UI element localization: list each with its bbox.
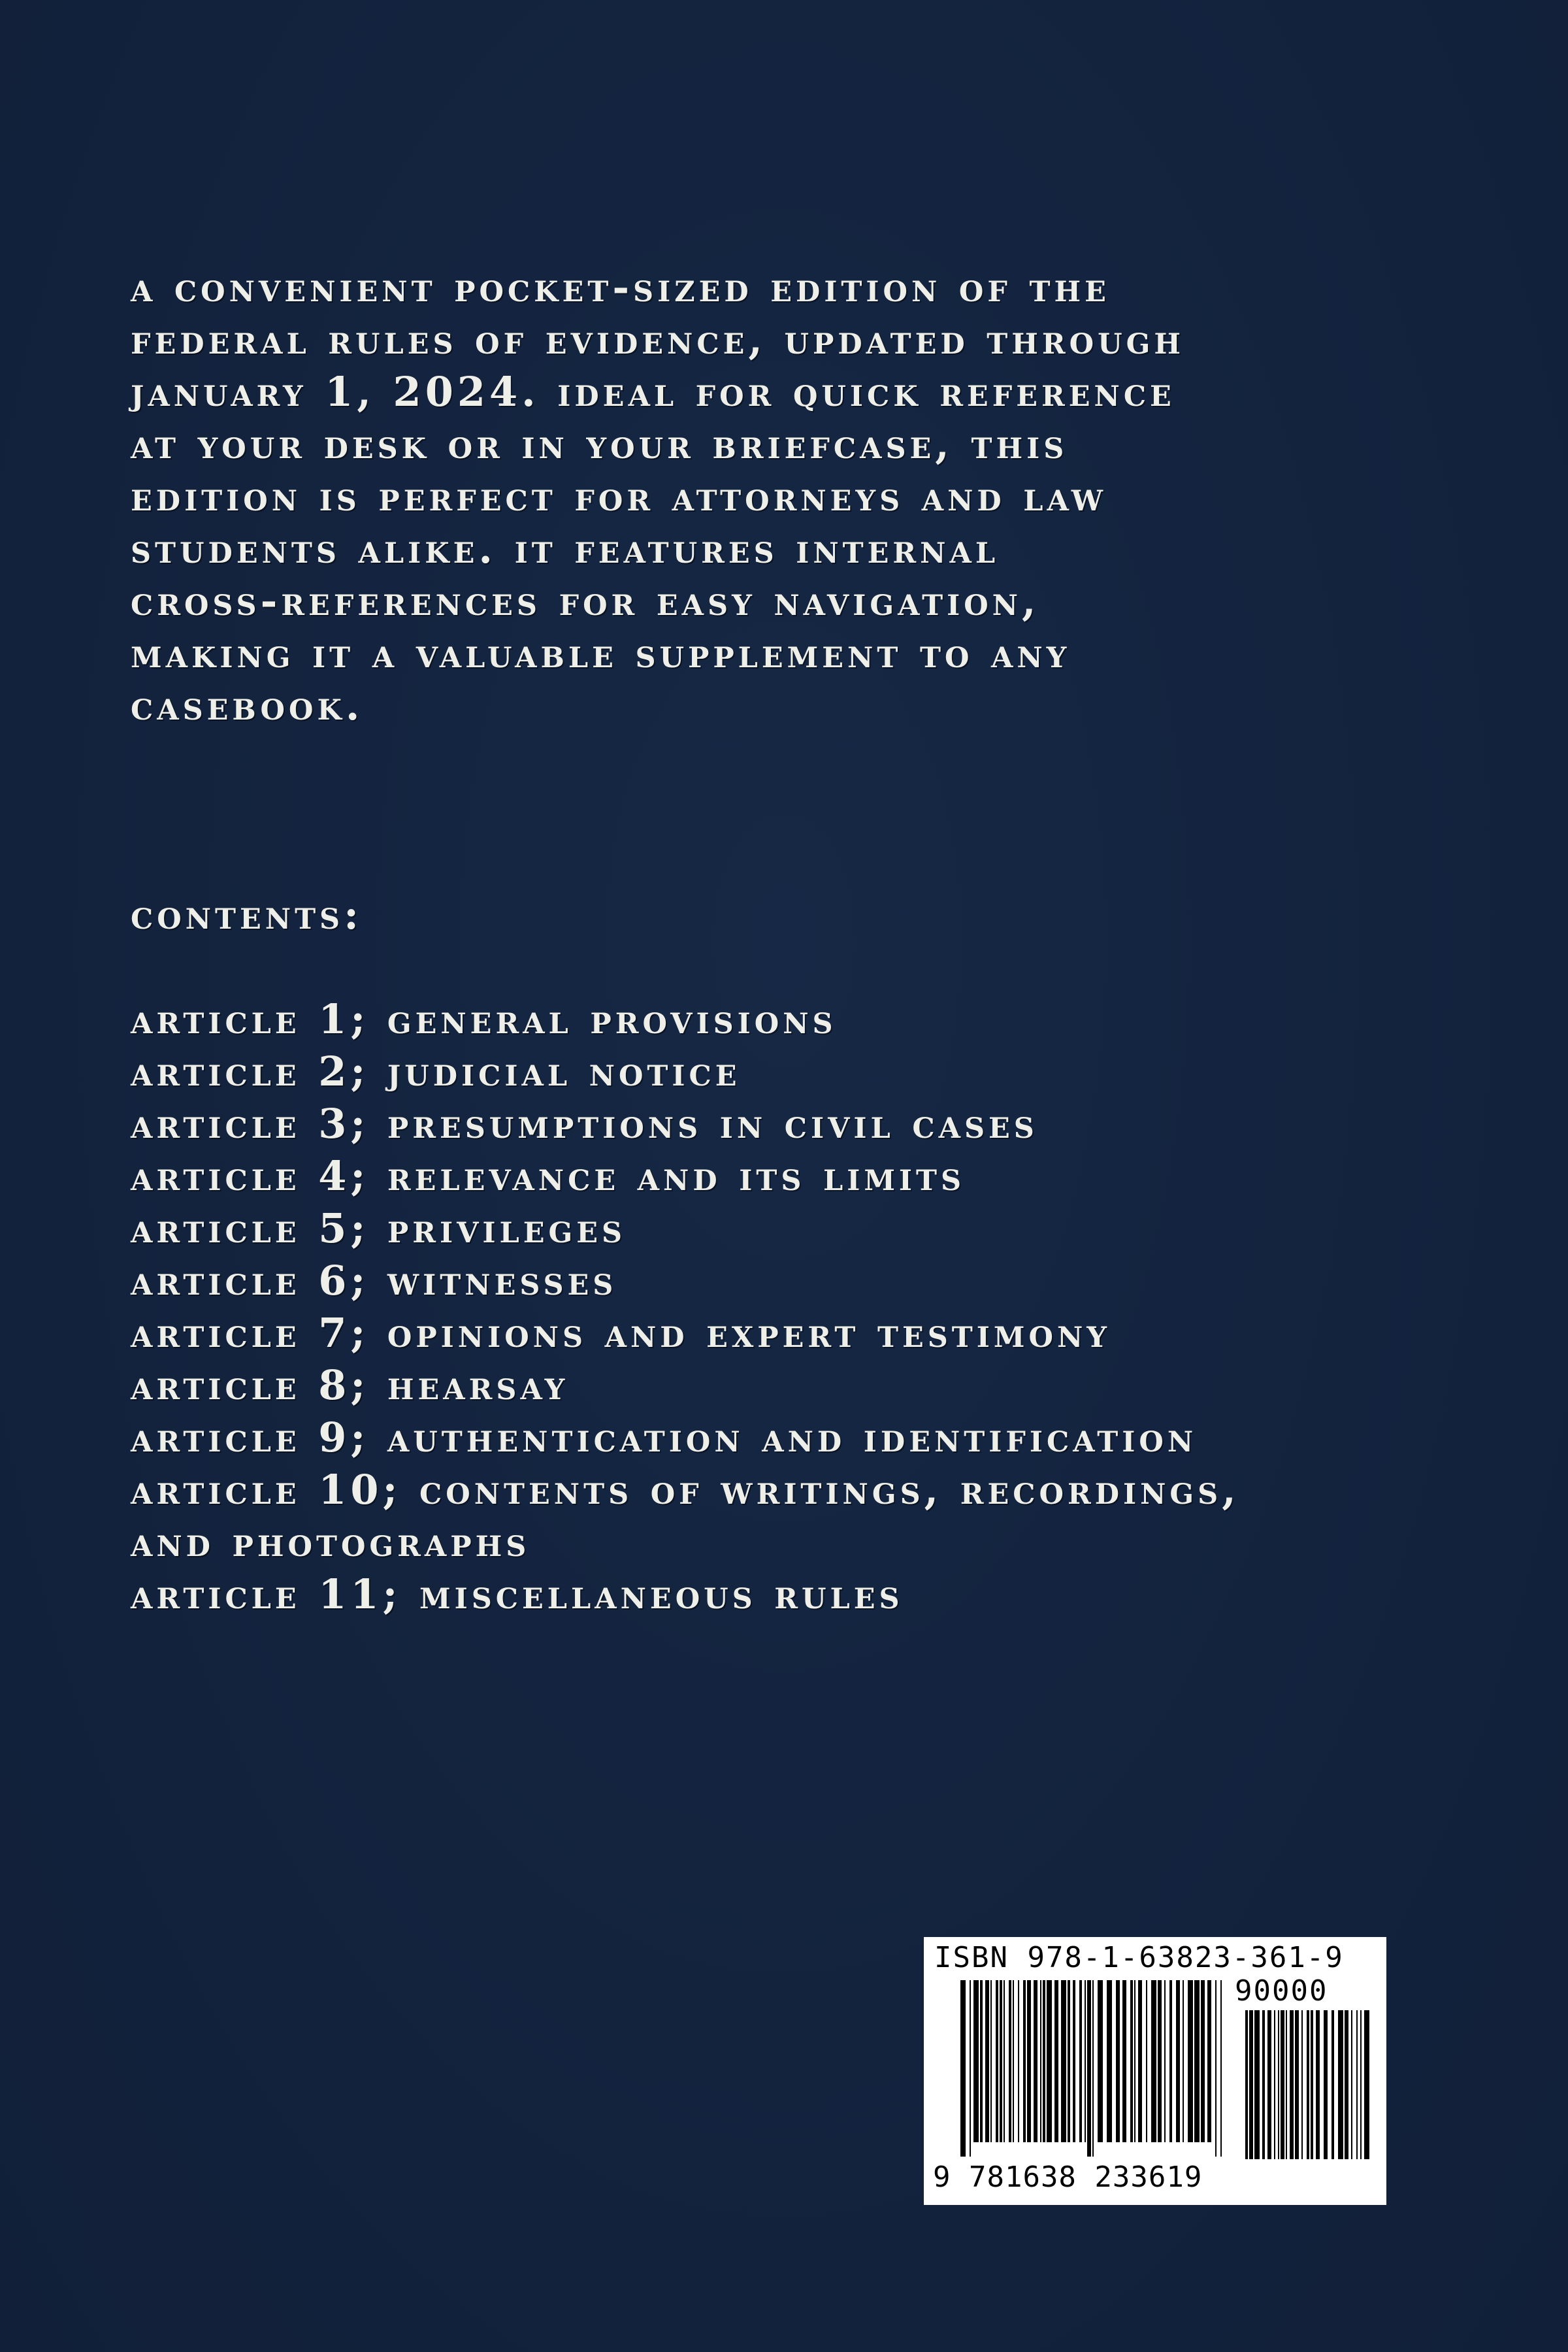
addon-barcode-icon (1245, 2010, 1369, 2174)
barcode-bar (1158, 1980, 1162, 2142)
ean-digits: 9 781638 233619 (933, 2161, 1203, 2194)
barcode-bar (1188, 1980, 1193, 2142)
contents-item-line: article 10; contents of writings, recordings, (131, 1466, 1240, 1514)
barcode-bar (1116, 1980, 1120, 2142)
barcode-bar (1215, 1980, 1217, 2157)
description-line: cross-references for easy navigation, (131, 577, 1040, 625)
barcode-bar (996, 1980, 998, 2142)
barcode-bar (1146, 1980, 1147, 2142)
description-line: at your desk or in your briefcase, this (131, 420, 1068, 468)
barcode-bar (980, 1980, 983, 2142)
barcode-bar (1079, 1980, 1082, 2142)
contents-item-line: article 8; hearsay (131, 1361, 569, 1409)
barcode-bar (990, 1980, 992, 2142)
barcode-bar (1061, 1980, 1066, 2142)
barcode-bar (1034, 1980, 1037, 2142)
contents-item-article-8 (131, 1359, 1437, 1412)
barcode-bar (1364, 2010, 1369, 2159)
barcode-bar (970, 1980, 971, 2157)
barcode-bar (1138, 1980, 1142, 2142)
description-line: edition is perfect for attorneys and law (131, 472, 1107, 520)
barcode-bar (1092, 1980, 1094, 2157)
contents-item-article-5 (131, 1202, 1437, 1255)
barcode-bar (1207, 1980, 1211, 2142)
barcode-bar (1134, 1980, 1135, 2142)
contents-item-article-7 (131, 1307, 1437, 1359)
description-line: a convenient pocket-sized edition of the (131, 263, 1110, 311)
barcode-bar (1000, 1980, 1002, 2142)
contents-item-article-4 (131, 1150, 1437, 1202)
barcode-bar (1164, 1980, 1166, 2142)
barcode-bar (985, 1980, 989, 2142)
book-description (131, 261, 1411, 732)
contents-item-line: article 5; privileges (131, 1204, 627, 1252)
barcode-bar (1068, 1980, 1070, 2142)
barcode-bar (1004, 1980, 1005, 2142)
barcode-bar (1351, 2010, 1352, 2159)
barcode-bar (1311, 2010, 1313, 2159)
barcode-bar (1098, 1980, 1103, 2142)
description-line: federal rules of evidence, updated through (131, 316, 1184, 363)
barcode-bar (1345, 2010, 1348, 2159)
contents-item-line: article 9; authentication and identification (131, 1414, 1198, 1461)
barcode-bar (1201, 1980, 1205, 2142)
barcode-bar (1286, 2010, 1287, 2159)
contents-item-article-3 (131, 1098, 1437, 1150)
contents-item-article-2 (131, 1046, 1437, 1098)
barcode-bar (1307, 2010, 1309, 2159)
barcode-bar (973, 1980, 979, 2142)
barcode-bar (1013, 1980, 1014, 2142)
contents-item-article-6 (131, 1255, 1437, 1307)
barcode-bar (1360, 2010, 1362, 2159)
barcode-box (924, 1937, 1386, 2205)
barcode-bar (1122, 1980, 1126, 2142)
contents-item-line: article 4; relevance and its limits (131, 1152, 966, 1200)
contents-item-line: and photographs (131, 1518, 531, 1566)
barcode-bar (1054, 1980, 1058, 2142)
barcode-bar (1249, 2010, 1253, 2159)
contents-heading: contents: (131, 891, 363, 938)
contents-item-article-9 (131, 1412, 1437, 1464)
contents-item-article-10 (131, 1464, 1437, 1568)
barcode-bar (1316, 2010, 1320, 2159)
isbn-text: ISBN 978-1-63823-361-9 (934, 1941, 1344, 1974)
description-line: casebook. (131, 682, 364, 729)
barcode-bar (1194, 1980, 1200, 2142)
contents-item-article-11 (131, 1568, 1437, 1621)
description-line: students alike. it features internal (131, 525, 1000, 572)
barcode-bar (1176, 1980, 1180, 2142)
barcode-bar (1290, 2010, 1294, 2159)
price-code: 90000 (1235, 1974, 1328, 2008)
contents-item-line: article 1; general provisions (131, 995, 837, 1043)
barcode-bar (1023, 1980, 1026, 2142)
contents-item-line: article 6; witnesses (131, 1257, 617, 1304)
barcode-bar (1183, 1980, 1184, 2142)
barcode-bar (1130, 1980, 1133, 2142)
barcode-bar (1338, 2010, 1343, 2159)
barcode-bar (1073, 1980, 1075, 2142)
barcode-bar (1220, 1980, 1222, 2157)
barcode-bar (1278, 2010, 1279, 2159)
barcode-bar (1043, 1980, 1045, 2142)
barcode-bar (1356, 2010, 1358, 2159)
barcode-bar (1151, 1980, 1156, 2142)
barcode-bar (1087, 1980, 1091, 2157)
contents-item-line: article 3; presumptions in civil cases (131, 1100, 1038, 1148)
barcode-bar (1018, 1980, 1019, 2142)
barcode-bar (1107, 1980, 1112, 2142)
barcode-bar (1085, 1980, 1086, 2142)
barcode-bar (1040, 1980, 1041, 2142)
barcode-bar (1324, 2010, 1328, 2159)
barcode-bar (1262, 2010, 1265, 2159)
contents-item-line: article 11; miscellaneous rules (131, 1570, 904, 1618)
barcode-bar (1047, 1980, 1052, 2142)
barcode-bar (1281, 2010, 1284, 2159)
barcode-bar (1245, 2010, 1248, 2159)
barcode-bar (1301, 2010, 1303, 2159)
barcode-bar (1331, 2010, 1334, 2159)
barcode-bar (1267, 2010, 1271, 2159)
contents-item-line: article 7; opinions and expert testimony (131, 1309, 1111, 1357)
contents-item-line: article 2; judicial notice (131, 1048, 741, 1095)
barcode-bar (1009, 1980, 1011, 2142)
description-line: making it a valuable supplement to any (131, 629, 1071, 677)
barcode-icon (960, 1980, 1222, 2157)
barcode-bar (1274, 2010, 1275, 2159)
barcode-bar (1027, 1980, 1031, 2142)
barcode-bar (1169, 1980, 1172, 2142)
barcode-bar (960, 1980, 966, 2157)
contents-item-article-1 (131, 993, 1437, 1046)
description-line: january 1, 2024. ideal for quick reference (131, 368, 1175, 416)
barcode-bar (1295, 2010, 1299, 2159)
barcode-bar (1254, 2010, 1260, 2159)
contents-list (131, 993, 1437, 1621)
